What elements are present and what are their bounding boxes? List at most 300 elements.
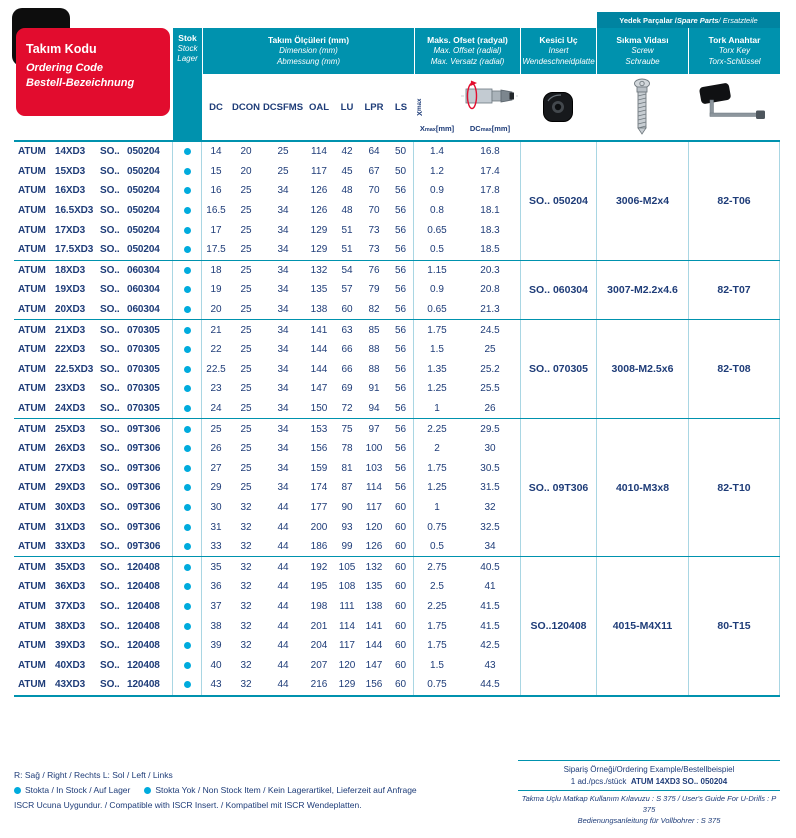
dim-value: 114 [311, 146, 327, 158]
table-row [14, 300, 520, 320]
code-part-insert: 120408 [127, 561, 160, 573]
code-part-so: SO.. [100, 482, 120, 494]
group-rows [14, 557, 520, 694]
offset-label-en: Max. Offset (radial) [433, 46, 502, 56]
code-part-so: SO.. [100, 581, 120, 593]
dim-value: 34 [277, 482, 289, 494]
dim-value: 45 [341, 165, 353, 177]
code-part-size: 17XD3 [55, 224, 86, 236]
header-stock [172, 28, 202, 140]
code-part-insert: 050204 [127, 146, 160, 158]
footer-divider [518, 790, 780, 791]
screw-label-de: Schraube [625, 56, 660, 66]
code-part-so: SO.. [100, 521, 120, 533]
xmax-rotated-label [415, 76, 424, 116]
dim-value: 56 [388, 320, 414, 340]
code-part-so: SO.. [100, 344, 120, 356]
code-part-so: SO.. [100, 146, 120, 158]
dim-value: 34 [277, 244, 289, 256]
tool-code [14, 675, 172, 695]
square-insert-icon [542, 91, 574, 123]
col-header-ls: LS [394, 101, 408, 113]
dim-value: 99 [341, 541, 353, 553]
stock-cell [172, 181, 202, 201]
code-part-brand: ATUM [18, 581, 46, 593]
code-part-brand: ATUM [18, 600, 46, 612]
xmax-rot-base: X [415, 110, 424, 116]
dim-value: 56 [388, 419, 414, 439]
code-part-so: SO.. [100, 403, 120, 415]
dcmax-value: 25 [484, 344, 496, 356]
dim-value: 73 [368, 244, 380, 256]
stock-dot [184, 484, 191, 491]
stock-cell [172, 340, 202, 360]
dim-value: 44 [277, 620, 289, 632]
stock-cell [172, 320, 202, 340]
code-part-insert: 050204 [127, 205, 160, 217]
dim-value: 34 [277, 185, 289, 197]
dim-value: 147 [365, 659, 383, 671]
dim-value: 50 [388, 162, 414, 182]
dim-value: 44 [277, 659, 289, 671]
dim-value: 129 [310, 224, 328, 236]
dcmax-value: 29.5 [480, 423, 500, 435]
stock-cell [172, 537, 202, 557]
dim-value: 25 [240, 205, 252, 217]
code-part-so: SO.. [100, 679, 120, 691]
ordering-code-title-en: Ordering Code [26, 62, 104, 74]
dim-value: 16 [210, 185, 222, 197]
stock-cell [172, 597, 202, 617]
code-part-insert: 120408 [127, 679, 160, 691]
ordering-example-block [518, 760, 780, 826]
ordering-example-title: Sipariş Örneği/Ordering Example/Bestellbeispiel [563, 765, 735, 774]
dim-value: 67 [368, 165, 380, 177]
table-row [14, 181, 520, 201]
dim-value: 44 [277, 581, 289, 593]
code-part-so: SO.. [100, 324, 120, 336]
code-part-so: SO.. [100, 561, 120, 573]
dim-value: 195 [310, 581, 328, 593]
ordering-code-title-tr: Takım Kodu [26, 42, 97, 56]
dcmax-value: 25.2 [480, 363, 500, 375]
dim-value: 105 [338, 561, 356, 573]
stock-cell [172, 577, 202, 597]
code-part-size: 23XD3 [55, 383, 86, 395]
col-header-dcmax [460, 124, 520, 133]
spare-parts-title-tr: Yedek Parçalar / [619, 15, 677, 25]
dim-value: 97 [368, 423, 380, 435]
header-torx [688, 28, 780, 140]
table-row [14, 220, 520, 240]
group-rows [14, 419, 520, 556]
dim-value: 93 [341, 521, 353, 533]
dim-value: 32 [240, 521, 252, 533]
dim-value: 32 [240, 679, 252, 691]
table-row [14, 557, 520, 577]
dim-value: 20 [240, 165, 252, 177]
dim-value: 200 [310, 521, 328, 533]
tool-code [14, 162, 172, 182]
dim-value: 56 [388, 478, 414, 498]
tool-code [14, 498, 172, 518]
code-part-so: SO.. [100, 224, 120, 236]
code-part-insert: 09T306 [127, 541, 161, 553]
dim-value: 147 [310, 383, 328, 395]
product-table [14, 12, 780, 697]
dcmax-value: 32 [484, 501, 496, 513]
torx-header-band [688, 28, 780, 74]
code-part-size: 27XD3 [55, 462, 86, 474]
code-part-insert: 060304 [127, 284, 160, 296]
code-part-so: SO.. [100, 264, 120, 276]
xmax-value: 0.75 [427, 521, 447, 533]
dim-value: 50 [388, 142, 414, 162]
code-part-size: 26XD3 [55, 443, 86, 455]
dcmax-value: 18.1 [480, 205, 500, 217]
table-row [14, 459, 520, 479]
dim-value: 66 [341, 363, 353, 375]
code-part-brand: ATUM [18, 521, 46, 533]
dim-value: 117 [339, 640, 355, 652]
code-part-brand: ATUM [18, 344, 46, 356]
xmax-unit: [mm] [435, 123, 455, 133]
stock-cell [172, 300, 202, 320]
group-insert-code: SO.. 09T306 [520, 419, 596, 556]
stock-dot [184, 543, 191, 550]
dim-value: 25 [240, 264, 252, 276]
dim-value: 31 [210, 521, 222, 533]
code-part-so: SO.. [100, 443, 120, 455]
xmax-value: 2.25 [427, 600, 447, 612]
dim-value: 91 [368, 383, 380, 395]
screw-label-en: Screw [631, 46, 654, 56]
screw-icon-area [596, 74, 688, 140]
dcmax-value: 40.5 [480, 561, 500, 573]
dim-value: 34 [277, 264, 289, 276]
clamping-screw-icon [631, 78, 653, 136]
xmax-value: 0.5 [430, 244, 444, 256]
dim-value: 23 [210, 383, 222, 395]
group-torx-code: 82-T10 [688, 419, 780, 556]
table-row [14, 240, 520, 260]
ordering-code-title-de: Bestell-Bezeichnung [26, 76, 135, 89]
tool-code [14, 557, 172, 577]
dim-value: 135 [310, 284, 328, 296]
dim-value: 138 [310, 304, 328, 316]
dim-value: 56 [388, 220, 414, 240]
dim-value: 21 [210, 324, 222, 336]
group-screw-code: 3007-M2.2x4.6 [596, 261, 688, 320]
stock-cell [172, 557, 202, 577]
dim-value: 32 [240, 561, 252, 573]
dcmax-base: DC [469, 123, 481, 133]
dcmax-unit: [mm] [491, 123, 511, 133]
code-part-so: SO.. [100, 462, 120, 474]
xmax-value: 1.75 [427, 640, 447, 652]
dim-value: 73 [368, 224, 380, 236]
xmax-value: 0.65 [427, 224, 447, 236]
dim-value: 51 [341, 224, 353, 236]
dim-value: 72 [341, 403, 353, 415]
code-part-brand: ATUM [18, 205, 46, 217]
header-ordering-code [14, 12, 172, 140]
torx-key-icon [698, 82, 770, 132]
stock-dot [184, 385, 191, 392]
code-part-brand: ATUM [18, 679, 46, 691]
dim-value: 76 [368, 264, 380, 276]
code-part-brand: ATUM [18, 541, 46, 553]
xmax-value: 0.9 [430, 284, 444, 296]
dim-value: 144 [365, 640, 383, 652]
table-row [14, 675, 520, 695]
dim-value: 48 [341, 185, 353, 197]
dim-value: 60 [388, 655, 414, 675]
tool-code [14, 517, 172, 537]
dim-value: 159 [310, 462, 328, 474]
code-part-so: SO.. [100, 284, 120, 296]
code-part-insert: 09T306 [127, 462, 161, 474]
dim-value: 34 [277, 462, 289, 474]
dim-value: 94 [368, 403, 380, 415]
code-part-size: 18XD3 [55, 264, 86, 276]
product-group [14, 319, 780, 418]
group-torx-code: 82-T08 [688, 320, 780, 418]
table-row [14, 577, 520, 597]
dim-value: 15 [210, 165, 222, 177]
dim-value: 32 [240, 620, 252, 632]
xmax-value: 1.25 [427, 482, 447, 494]
code-part-insert: 070305 [127, 403, 160, 415]
dim-value: 34 [277, 403, 289, 415]
xmax-value: 1.2 [430, 165, 444, 177]
code-part-so: SO.. [100, 205, 120, 217]
dim-value: 60 [388, 597, 414, 617]
dim-value: 34 [277, 344, 289, 356]
dim-value: 201 [310, 620, 328, 632]
dim-value: 48 [341, 205, 353, 217]
dim-value: 57 [341, 284, 353, 296]
code-part-brand: ATUM [18, 640, 46, 652]
code-part-so: SO.. [100, 620, 120, 632]
dim-value: 20 [240, 146, 252, 158]
dim-value: 25 [240, 304, 252, 316]
dim-value: 129 [310, 244, 328, 256]
dim-value: 156 [310, 443, 328, 455]
dimensions-label-tr: Takım Ölçüleri (mm) [267, 35, 350, 46]
header-screw [596, 28, 688, 140]
dim-value: 144 [310, 344, 328, 356]
code-part-size: 31XD3 [55, 521, 86, 533]
dim-value: 44 [277, 521, 289, 533]
dim-value: 44 [277, 679, 289, 691]
dim-value: 60 [388, 517, 414, 537]
dcmax-value: 18.5 [480, 244, 500, 256]
code-part-insert: 120408 [127, 640, 160, 652]
dim-value: 34 [277, 284, 289, 296]
tool-code [14, 439, 172, 459]
stock-dot [184, 286, 191, 293]
stock-dot [184, 327, 191, 334]
code-part-size: 15XD3 [55, 165, 86, 177]
code-part-so: SO.. [100, 185, 120, 197]
tool-code [14, 616, 172, 636]
dim-value: 44 [277, 501, 289, 513]
dim-value: 16.5 [206, 205, 226, 217]
tool-code [14, 201, 172, 221]
dim-value: 56 [388, 280, 414, 300]
dim-value: 174 [310, 482, 328, 494]
dim-value: 32 [240, 659, 252, 671]
code-part-size: 20XD3 [55, 304, 86, 316]
group-insert-code: SO.. 060304 [520, 261, 596, 320]
dim-value: 132 [365, 561, 383, 573]
header-dimensions [202, 28, 414, 140]
dim-value: 44 [277, 561, 289, 573]
dcmax-value: 41.5 [480, 600, 500, 612]
tool-code [14, 240, 172, 260]
dcmax-value: 41 [484, 581, 496, 593]
dim-value: 18 [210, 264, 222, 276]
code-part-so: SO.. [100, 383, 120, 395]
dim-value: 103 [365, 462, 383, 474]
dim-value: 32 [240, 501, 252, 513]
table-row [14, 537, 520, 557]
dim-value: 25 [277, 146, 289, 158]
dcmax-value: 25.5 [480, 383, 500, 395]
spare-parts-title-en: Spare Parts [676, 15, 719, 25]
stock-dot [184, 207, 191, 214]
dim-value: 60 [388, 498, 414, 518]
stock-dot [184, 426, 191, 433]
dim-value: 51 [341, 244, 353, 256]
stock-dot [184, 168, 191, 175]
stock-dot [184, 445, 191, 452]
stock-cell [172, 616, 202, 636]
code-part-insert: 050204 [127, 224, 160, 236]
group-insert-code: SO.. 070305 [520, 320, 596, 418]
dim-value: 34 [277, 383, 289, 395]
table-row [14, 439, 520, 459]
tool-code [14, 459, 172, 479]
xmax-value: 2.75 [427, 561, 447, 573]
dim-value: 69 [341, 383, 353, 395]
group-screw-code: 3008-M2.5x6 [596, 320, 688, 418]
table-row [14, 142, 520, 162]
code-part-brand: ATUM [18, 423, 46, 435]
code-part-brand: ATUM [18, 482, 46, 494]
dim-value: 153 [310, 423, 328, 435]
code-part-so: SO.. [100, 363, 120, 375]
dim-value: 56 [388, 261, 414, 281]
legend-iscr: ISCR Ucuna Uygundur. / Compatible with ISCR Insert. / Kompatibel mit ISCR Wendeplatten. [14, 800, 362, 810]
product-group [14, 556, 780, 694]
xmax-value: 0.5 [430, 541, 444, 553]
dcmax-sub: max [480, 126, 492, 133]
xmax-value: 1 [434, 501, 440, 513]
tool-code [14, 655, 172, 675]
dim-value: 117 [366, 501, 382, 513]
dim-value: 22.5 [206, 363, 226, 375]
insert-label-de: Wendeschneidplatte [522, 56, 595, 66]
dim-value: 32 [240, 600, 252, 612]
xmax-value: 1 [434, 403, 440, 415]
code-part-insert: 09T306 [127, 501, 161, 513]
dcmax-value: 17.4 [480, 165, 500, 177]
spare-parts-columns [596, 28, 780, 140]
table-row [14, 517, 520, 537]
dim-value: 60 [388, 577, 414, 597]
dcmax-value: 26 [484, 403, 496, 415]
dim-value: 177 [310, 501, 328, 513]
xmax-value: 0.9 [430, 185, 444, 197]
offset-diagram-area [414, 74, 520, 118]
code-part-insert: 070305 [127, 324, 160, 336]
code-part-insert: 09T306 [127, 482, 161, 494]
xmax-value: 1.75 [427, 324, 447, 336]
code-part-so: SO.. [100, 304, 120, 316]
table-row [14, 340, 520, 360]
torx-icon-area [688, 74, 780, 140]
product-group [14, 260, 780, 320]
col-header-dcon: DCON [232, 101, 260, 113]
group-rows [14, 142, 520, 260]
non-stock-label: Stokta Yok / Non Stock Item / Kein Lagerartikel, Lieferzeit auf Anfrage [155, 785, 417, 795]
dim-value: 34 [277, 205, 289, 217]
table-row [14, 478, 520, 498]
dim-value: 25 [240, 185, 252, 197]
code-part-size: 22XD3 [55, 344, 86, 356]
dim-value: 30 [210, 501, 222, 513]
table-row [14, 261, 520, 281]
dim-value: 126 [310, 205, 328, 217]
code-part-so: SO.. [100, 600, 120, 612]
dim-value: 32 [240, 541, 252, 553]
stock-dot [184, 603, 191, 610]
code-part-brand: ATUM [18, 284, 46, 296]
dimensions-label-de: Abmessung (mm) [276, 56, 341, 66]
code-part-brand: ATUM [18, 443, 46, 455]
dim-value: 56 [388, 360, 414, 380]
drill-bit-rotation-icon [458, 72, 520, 120]
xmax-value: 0.8 [430, 205, 444, 217]
xmax-value: 1.5 [430, 659, 444, 671]
xmax-value: 2.5 [430, 581, 444, 593]
code-part-insert: 070305 [127, 383, 160, 395]
code-part-insert: 120408 [127, 620, 160, 632]
code-part-insert: 09T306 [127, 423, 161, 435]
xmax-value: 1.75 [427, 462, 447, 474]
ordering-example-code: ATUM 14XD3 SO.. 050204 [630, 777, 728, 786]
dim-value: 25 [240, 482, 252, 494]
dim-value: 44 [277, 541, 289, 553]
stock-dot [184, 524, 191, 531]
xmax-rot-sub: max [416, 98, 423, 111]
dim-value: 32 [240, 581, 252, 593]
tool-code [14, 220, 172, 240]
stock-cell [172, 201, 202, 221]
stock-dot [184, 227, 191, 234]
tool-code [14, 142, 172, 162]
tool-code [14, 360, 172, 380]
code-part-so: SO.. [100, 659, 120, 671]
code-part-so: SO.. [100, 541, 120, 553]
dim-value: 56 [388, 439, 414, 459]
col-header-xmax [414, 124, 460, 133]
stock-cell [172, 360, 202, 380]
stock-cell [172, 240, 202, 260]
dim-value: 114 [339, 620, 355, 632]
